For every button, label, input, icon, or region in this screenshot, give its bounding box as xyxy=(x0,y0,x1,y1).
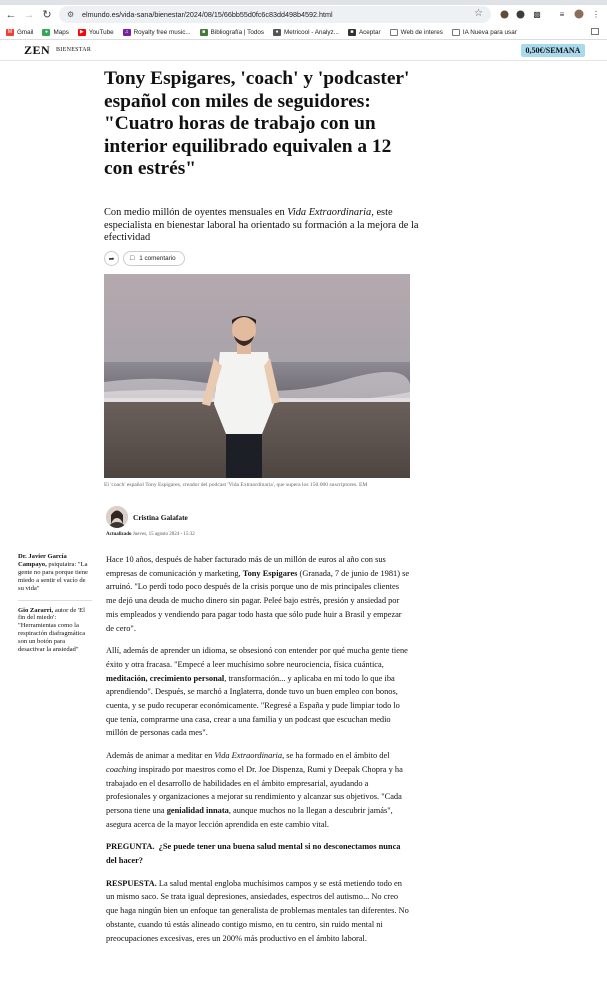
subscribe-button[interactable]: 0,50€/SEMANA xyxy=(521,44,585,57)
section-link[interactable]: BIENESTAR xyxy=(56,47,92,53)
reload-icon[interactable]: ↻ xyxy=(42,9,52,21)
updated-timestamp: Actualizado Jueves, 15 agosto 2024 - 15:32 xyxy=(106,532,195,537)
bookmark-maps[interactable]: ● Maps xyxy=(42,29,68,36)
bookmark-bibliografia[interactable]: ■ Bibliografía | Todos xyxy=(200,29,264,36)
bookmark-gmail[interactable]: M Gmail xyxy=(7,28,34,36)
page-icon: ■ xyxy=(348,29,356,36)
divider xyxy=(18,600,92,601)
bookmark-folder-ia[interactable]: IA Nueva para usar xyxy=(452,29,517,36)
paragraph: Hace 10 años, después de haber facturado más de un millón de euros al año con sus empresas de comunicación y marketing, Tony Espigares (Granada, 7 de junio de 1981) se arruinó. "Lo perdí todo poco después de la crisis porque uno de mis principales clientes me dejó una deuda de mucho dinero sin pagar. Peleé bajo estrés, presión y ansiedad por mis empleados y vendiendo para pagar todo hasta que sólo pude huir a Brasil y empezar de cero". xyxy=(106,555,410,633)
photo-caption: El 'coach' español Tony Espigares, creador del podcast 'Vida Extraordinaria', que supera los 150.000 suscriptores. EM xyxy=(104,482,368,488)
author-name[interactable]: Cristina Galafate xyxy=(133,513,188,522)
related-item[interactable]: Gio Zararri, autor de 'El fin del miedo': "Herramientas como la respiración diafragmática son un botón para desactivar la ansiedad" xyxy=(18,606,86,654)
bookmark-metricool[interactable]: ● Metricool - Analyz... xyxy=(273,29,339,36)
avatar[interactable] xyxy=(106,506,128,528)
forward-icon[interactable]: → xyxy=(23,8,35,21)
bookmark-aceptar[interactable]: ■ Aceptar xyxy=(348,29,381,36)
interview-question: PREGUNTA. ¿Se puede tener una buena salud mental si no desconectamos nunca del hacer? xyxy=(106,842,401,866)
bookmark-folder-web[interactable]: Web de interes xyxy=(390,29,443,36)
gmail-icon: M xyxy=(7,29,13,35)
bookmark-royalty-music[interactable]: ♫ Royalty free music... xyxy=(123,29,191,36)
bookmark-youtube[interactable]: ▶ YouTube xyxy=(78,29,114,36)
book-icon: ■ xyxy=(200,29,208,36)
youtube-icon: ▶ xyxy=(78,29,86,36)
browser-toolbar xyxy=(0,5,607,24)
music-icon: ♫ xyxy=(123,29,131,36)
related-item[interactable]: Dr. Javier García Campayo, psiquiatra: "La gente no para porque tiene miedo a sentir el vacío de su vida" xyxy=(18,553,88,592)
maps-icon: ● xyxy=(42,29,50,36)
bookmarks-bar xyxy=(0,25,607,40)
site-info-icon[interactable]: ⚙ xyxy=(67,10,75,19)
share-icon: ➦ xyxy=(108,254,115,263)
extension-icon[interactable] xyxy=(514,8,526,20)
profile-avatar-icon[interactable] xyxy=(573,8,585,20)
article-standfirst: Con medio millón de oyentes mensuales en Vida Extraordinaria, este especialista en bienestar laboral ha orientado su formación a la mejora de la efectividad xyxy=(104,207,419,244)
share-button[interactable] xyxy=(104,251,119,266)
article-body xyxy=(106,553,410,954)
folder-icon xyxy=(452,29,460,36)
puzzle-icon[interactable]: ▩ xyxy=(533,9,541,19)
more-vertical-icon[interactable]: ⋮ xyxy=(592,9,600,19)
article-photo xyxy=(104,274,410,478)
article-headline: Tony Espigares, 'coach' y 'podcaster' español con miles de seguidores: "Cuatro horas de trabajo con un interior equilibrado equivalen a 12 con estrés" xyxy=(104,68,410,180)
globe-icon: ● xyxy=(273,29,281,36)
extension-icon[interactable] xyxy=(498,8,510,20)
interview-answer: RESPUESTA. La salud mental engloba muchísimos campos y se está metiendo todo en un mismo saco. Se trata igual depresiones, ansiedades, espectros del autismo... No creo que haga ningún bien un enfoque tan generalista de problemas mentales tan diferentes. No obstante, cuando tú estás alineado contigo mismo, en tu centro, sin ruido mental ni preocupaciones excesivas, eres un 200% más productivo en el ámbito laboral. xyxy=(106,878,409,943)
related-links xyxy=(18,553,92,661)
bookmark-star-icon[interactable]: ☆ xyxy=(474,8,483,19)
address-bar[interactable] xyxy=(59,6,491,23)
comment-icon: □ xyxy=(130,255,135,262)
brand-logo[interactable]: ZEN xyxy=(24,43,51,57)
all-bookmarks-icon[interactable] xyxy=(591,28,599,35)
paragraph: Además de animar a meditar en Vida Extraordinaria, se ha formado en el ámbito del coaching inspirado por maestros como el Dr. Joe Dispenza, Rumi y Deepak Chopra y ha trabajado en el desarrollo de habilidades en el ámbito empresarial, ayudando a profesionales y organizaciones a mejorar su rendimiento y alcanzar sus objetivos. "Cada persona tiene una genialidad innata, aunque muchos no la llegan a descubrir jamás", asegura acerca de la mayor lección aprendida en este cambio vital. xyxy=(106,751,403,829)
back-icon[interactable]: ← xyxy=(5,8,17,21)
comments-button[interactable]: □ 1 comentario xyxy=(123,251,185,266)
paragraph: Allí, además de aprender un idioma, se obsesionó con entender por qué mucha gente tiene éxito y otra fracasa. "Empecé a leer muchísimo sobre neurociencia, física cuántica, meditación, crecimiento personal, transformación... y aplicaba en mí todo lo que iba aprendiendo". Después, se marchó a Inglaterra, donde tuvo un buen empleo con bonos, cuenta, y se pudo recuperar económicamente. "Regresé a España y pude limpiar todo lo que tenía, comprarme una casa, crear a una familia y un podcast que escuchan medio millón de personas cada mes". xyxy=(106,646,408,738)
site-header xyxy=(0,41,607,61)
menu-lines-icon[interactable]: ≡ xyxy=(559,9,565,19)
folder-icon xyxy=(390,29,398,36)
address-bar-url: elmundo.es/vida-sana/bienestar/2024/08/15/66bb55d0fc6c83dd498b4592.html xyxy=(82,10,333,19)
